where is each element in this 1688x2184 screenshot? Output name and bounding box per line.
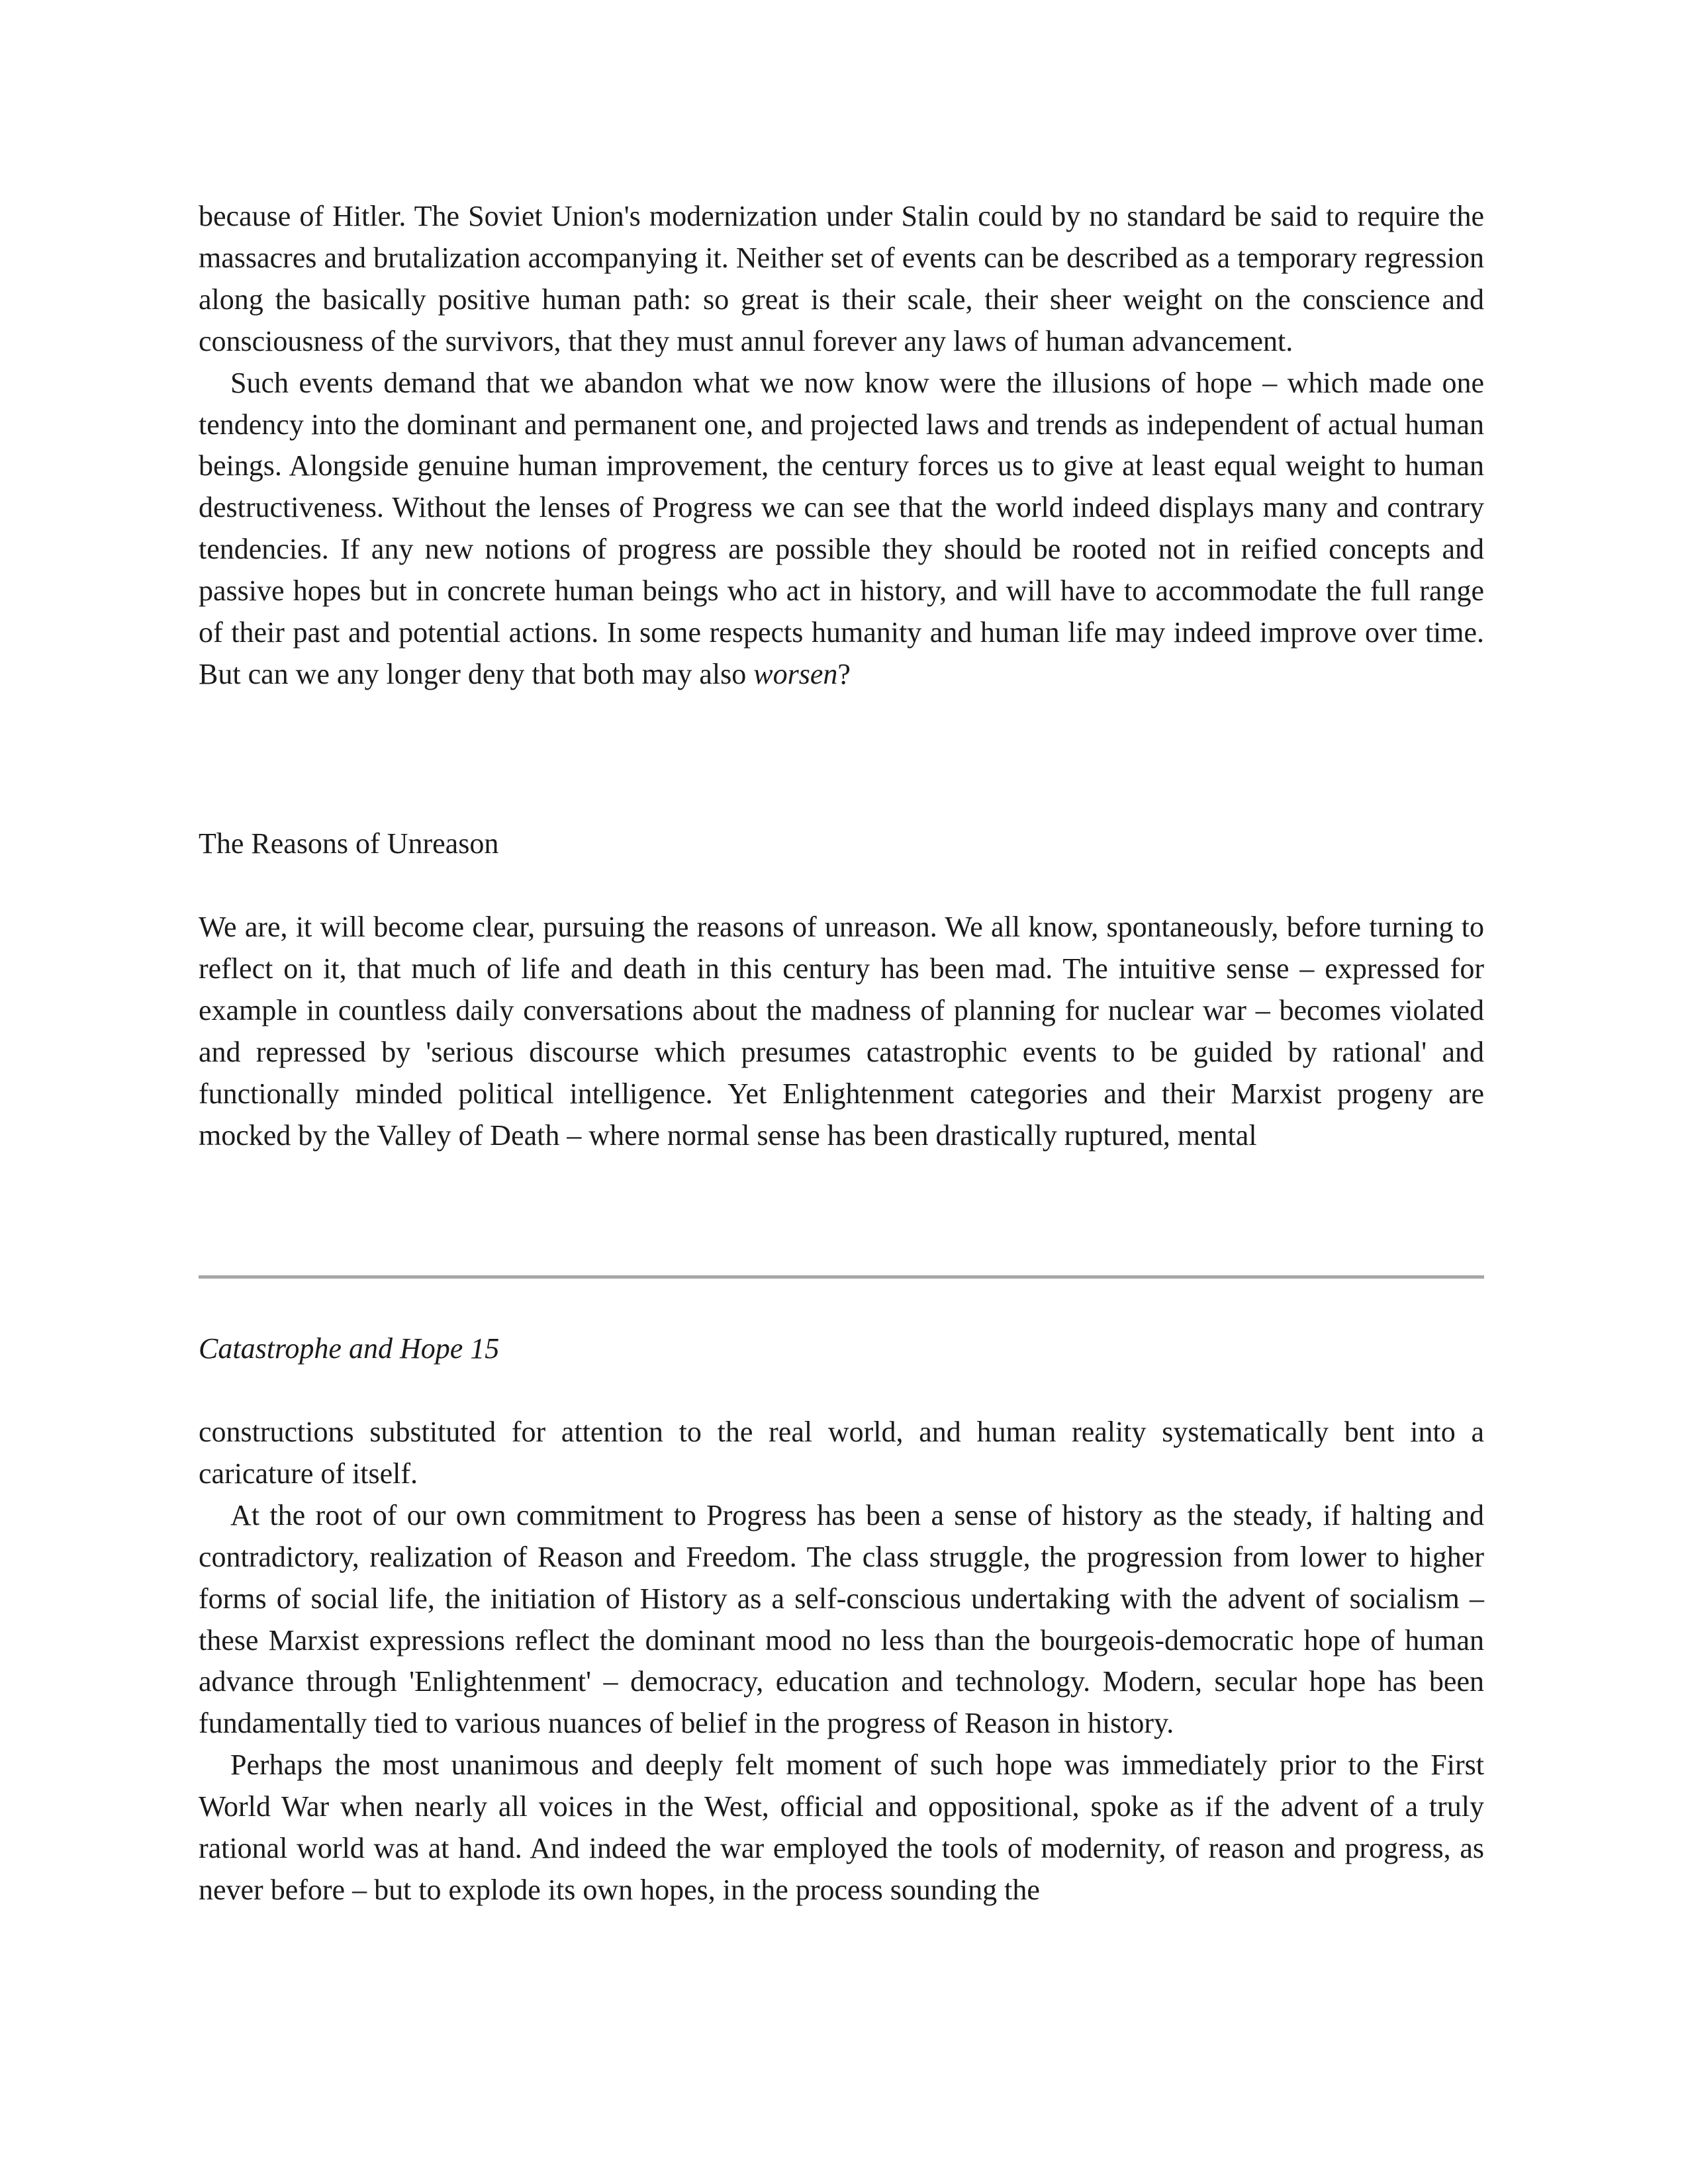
paragraph-first-world-war: Perhaps the most unanimous and deeply felt moment of such hope was immediately prior to the First World War when nearly all voices in the West, official and oppositional, spoke as if the advent of a truly rational world was at hand. And indeed the war employed the tools of modernity, of reason and progress, as never before – but to explode its own hopes, in the process sounding the — [199, 1749, 1484, 1906]
text-block-top — [199, 196, 1484, 696]
page-break-rule — [199, 1275, 1484, 1279]
paragraph-root-of-commitment: At the root of our own commitment to Progress has been a sense of history as the steady, if halting and contradictory, realization of Reason and Freedom. The class struggle, the progression from lower to higher forms of social life, the initiation of History as a self-conscious undertaking with the advent of socialism – these Marxist expressions reflect the dominant mood no less than the bourgeois-democratic hope of human advance through 'Enlightenment' – democracy, education and technology. Modern, secular hope has been fundamentally tied to various nuances of belief in the progress of Reason in history. — [199, 1498, 1484, 1740]
paragraph-reasons-of-unreason: We are, it will become clear, pursuing the reasons of unreason. We all know, spontaneously, before turning to reflect on it, that much of life and death in this century has been mad. The intuitive sense – expressed for example in countless daily conversations about the madness of planning for nuclear war – becomes violated and repressed by 'serious discourse which presumes catastrophic events to be guided by rational' and functionally minded political intelligence. Yet Enlightenment categories and their Marxist progeny are mocked by the Valley of Death – where normal sense has been drastically ruptured, mental — [199, 911, 1484, 1152]
section-heading: The Reasons of Unreason — [199, 827, 499, 860]
text-block-bottom — [199, 1412, 1484, 1911]
emphasis-worsen: worsen — [753, 657, 838, 690]
running-head: Catastrophe and Hope 15 — [199, 1332, 500, 1365]
paragraph-illusions-of-hope — [199, 363, 1484, 696]
text-block-unreason — [199, 907, 1484, 1156]
paragraph-illusions-text: Such events demand that we abandon what we now know were the illusions of hope – which made one tendency into the dominant and permanent one, and projected laws and trends as independent of actual human beings. Alongside genuine human improvement, the century forces us to give at least equal weight to human destructiveness. Without the lenses of Progress we can see that the world indeed displays many and contrary tendencies. If any new notions of progress are possible they should be rooted not in reified concepts and passive hopes but in concrete human beings who act in history, and will have to accommodate the full range of their past and potential actions. In some respects humanity and human life may indeed improve over time. But can we any longer deny that both may also — [199, 366, 1484, 690]
paragraph-hitler-stalin: because of Hitler. The Soviet Union's modernization under Stalin could by no standard be said to require the massacres and brutalization accompanying it. Neither set of events can be described as a temporary regression along the basically positive human path: so great is their scale, their sheer weight on the conscience and consciousness of the survivors, that they must annul forever any laws of human advancement. — [199, 200, 1484, 357]
question-mark: ? — [837, 657, 851, 690]
paragraph-constructions: constructions substituted for attention to the real world, and human reality systematically bent into a caricature of itself. — [199, 1416, 1484, 1490]
